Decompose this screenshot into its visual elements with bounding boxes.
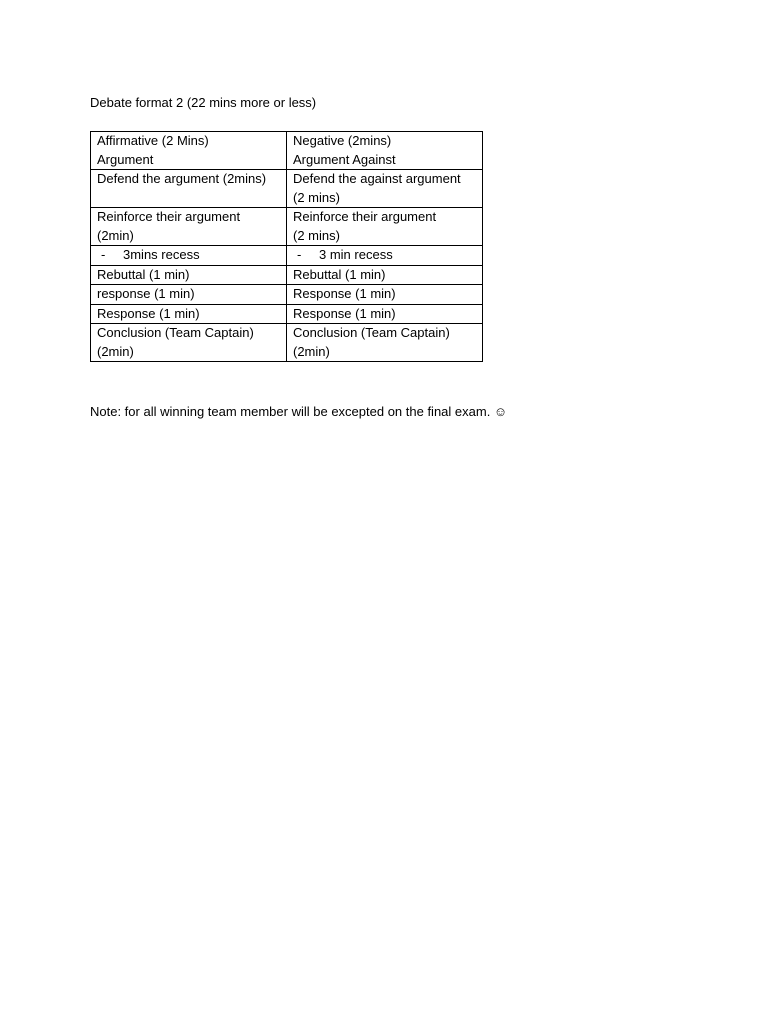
cell-line: (2 mins)	[293, 227, 340, 243]
cell-line: Argument	[97, 151, 154, 167]
affirmative-cell	[91, 132, 287, 170]
table-row	[91, 208, 483, 246]
table-row	[91, 324, 483, 362]
cell-line: Conclusion (Team Captain)	[293, 325, 450, 340]
cell-line: (2min)	[97, 227, 134, 243]
affirmative-cell	[91, 304, 287, 324]
cell-line: Affirmative (2 Mins)	[97, 133, 209, 148]
debate-format-table	[90, 131, 483, 362]
cell-line: Reinforce their argument	[97, 209, 241, 224]
affirmative-cell	[91, 285, 287, 305]
negative-cell	[287, 324, 483, 362]
note-text: Note: for all winning team member will be excepted on the final exam. ☺	[90, 404, 508, 419]
negative-cell	[287, 132, 483, 170]
cell-line: Response (1 min)	[293, 305, 396, 321]
cell-line: Reinforce their argument	[293, 209, 437, 224]
recess-text: 3 min recess	[319, 247, 393, 262]
negative-cell	[287, 246, 483, 266]
list-dash: -	[297, 247, 302, 262]
cell-line: Rebuttal (1 min)	[97, 266, 190, 282]
cell-line: (2min)	[293, 343, 330, 359]
affirmative-cell	[91, 208, 287, 246]
table-row	[91, 304, 483, 324]
affirmative-cell	[91, 324, 287, 362]
table-row	[91, 132, 483, 170]
recess-item	[293, 246, 476, 265]
negative-cell	[287, 170, 483, 208]
cell-line: Argument Against	[293, 151, 396, 167]
negative-cell	[287, 265, 483, 285]
cell-line: Negative (2mins)	[293, 133, 392, 148]
recess-text: 3mins recess	[123, 247, 200, 262]
cell-line: Conclusion (Team Captain)	[97, 325, 254, 340]
table-row	[91, 265, 483, 285]
cell-line: Response (1 min)	[293, 286, 396, 301]
cell-line: Rebuttal (1 min)	[293, 266, 386, 282]
cell-line: Response (1 min)	[97, 305, 200, 321]
cell-line: (2 mins)	[293, 189, 340, 205]
cell-line: Defend the against argument	[293, 171, 461, 186]
recess-item	[97, 246, 280, 265]
table-row	[91, 170, 483, 208]
cell-line: response (1 min)	[97, 286, 195, 301]
cell-line: Defend the argument (2mins)	[97, 171, 267, 186]
table-row	[91, 285, 483, 305]
negative-cell	[287, 304, 483, 324]
list-dash: -	[101, 247, 106, 262]
negative-cell	[287, 285, 483, 305]
affirmative-cell	[91, 170, 287, 208]
negative-cell	[287, 208, 483, 246]
table-row	[91, 246, 483, 266]
document-title: Debate format 2 (22 mins more or less)	[90, 95, 317, 110]
affirmative-cell	[91, 265, 287, 285]
affirmative-cell	[91, 246, 287, 266]
cell-line: (2min)	[97, 343, 134, 359]
